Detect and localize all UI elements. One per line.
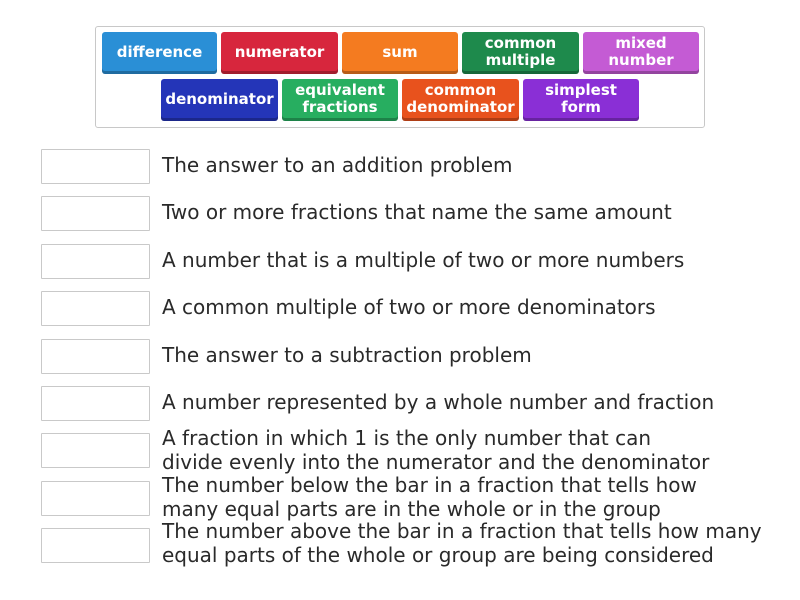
answer-drop-zone[interactable]	[41, 481, 150, 516]
tile-mixed-number[interactable]	[583, 32, 699, 74]
definition-text: The number below the bar in a fraction that tells how many equal parts are in the whole or in the group	[162, 473, 697, 521]
tile-label: common multiple	[484, 34, 557, 69]
answer-drop-zone[interactable]	[41, 433, 150, 468]
definition-text: A common multiple of two or more denominators	[162, 295, 656, 319]
tile-label: sum	[382, 42, 418, 61]
definition-text: A number represented by a whole number and fraction	[162, 390, 715, 414]
tile-label: equivalent fractions	[295, 81, 385, 116]
tile-label: simplest form	[545, 81, 617, 116]
tile-label: mixed number	[608, 34, 674, 69]
definition-text: A fraction in which 1 is the only number that can divide evenly into the numerator and the denominator	[162, 426, 710, 474]
tile-simplest-form[interactable]	[523, 79, 639, 121]
tile-numerator[interactable]	[221, 32, 338, 74]
tile-label: numerator	[234, 42, 325, 61]
tile-label: denominator	[165, 89, 274, 108]
definition-text: The number above the bar in a fraction that tells how many equal parts of the whole or group are being considered	[162, 519, 762, 567]
tile-difference[interactable]	[102, 32, 217, 74]
tile-equivalent-fractions[interactable]	[282, 79, 398, 121]
tile-label: common denominator	[406, 81, 515, 116]
tile-denominator[interactable]	[161, 79, 278, 121]
definition-text: The answer to an addition problem	[162, 153, 513, 177]
tile-common-denominator[interactable]	[402, 79, 519, 121]
answer-drop-zone[interactable]	[41, 149, 150, 184]
tile-label: difference	[116, 42, 203, 61]
definition-text: Two or more fractions that name the same amount	[162, 200, 672, 224]
word-bank	[95, 26, 705, 128]
tile-common-multiple[interactable]	[462, 32, 579, 74]
answer-drop-zone[interactable]	[41, 339, 150, 374]
tile-sum[interactable]	[342, 32, 458, 74]
definition-text: A number that is a multiple of two or more numbers	[162, 248, 685, 272]
answer-drop-zone[interactable]	[41, 196, 150, 231]
answer-drop-zone[interactable]	[41, 528, 150, 563]
definition-text: The answer to a subtraction problem	[162, 343, 532, 367]
answer-drop-zone[interactable]	[41, 291, 150, 326]
answer-drop-zone[interactable]	[41, 244, 150, 279]
answer-drop-zone[interactable]	[41, 386, 150, 421]
